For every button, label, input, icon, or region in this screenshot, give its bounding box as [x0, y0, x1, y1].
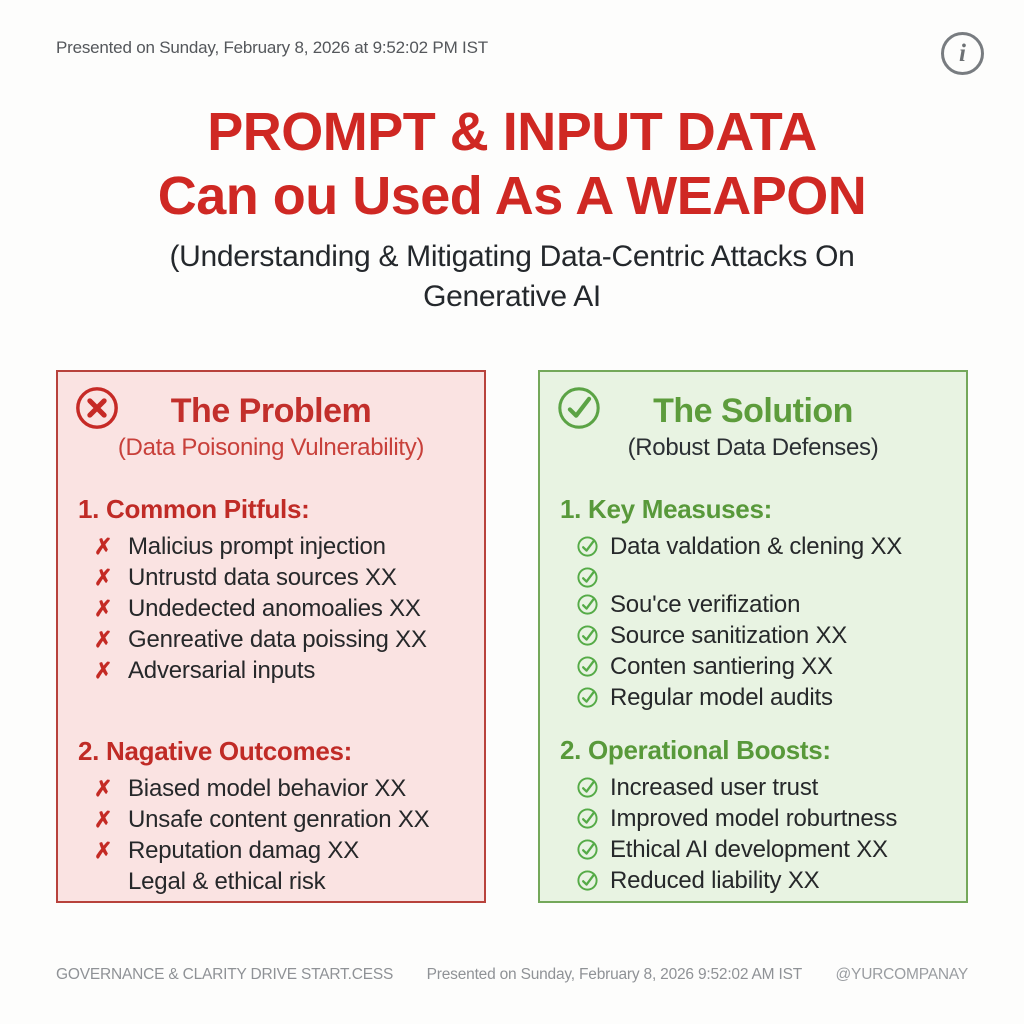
x-bullet-icon: ✗	[94, 596, 113, 621]
list-item	[78, 593, 464, 624]
check-circle-icon	[556, 385, 602, 431]
x-bullet-icon: ✗	[94, 658, 113, 683]
x-bullet-icon: ✗	[94, 776, 113, 801]
list-item-text: Reputation damag XX	[128, 837, 360, 864]
list-item-text: Legal & ethical risk	[128, 868, 326, 895]
main-title-line1: PROMPT & INPUT DATA	[207, 102, 817, 162]
check-bullet-icon	[576, 589, 602, 616]
list-item	[560, 803, 946, 834]
footer	[56, 966, 968, 984]
solution-title: The Solution	[653, 392, 853, 430]
section-item-list	[78, 531, 464, 686]
list-item	[78, 531, 464, 562]
x-circle-icon	[74, 385, 120, 431]
list-item-text: Source sanitization XX	[610, 622, 848, 649]
section-heading: 2. Operational Boosts:	[560, 735, 831, 765]
list-item	[560, 865, 946, 896]
check-bullet-icon	[576, 562, 602, 589]
list-item-text: Reduced liability XX	[610, 867, 820, 894]
main-title	[0, 100, 1024, 228]
main-subtitle	[0, 237, 1024, 317]
main-title-line2: Can ou Used As A WEAPON	[157, 166, 867, 226]
check-bullet-icon	[576, 531, 602, 558]
x-bullet-icon: ✗	[94, 807, 113, 832]
list-item-text: Malicius prompt injection	[128, 533, 386, 560]
footer-presented-note: Presented on Sunday, February 8, 2026 9:52:02 AM IST	[426, 966, 802, 983]
section-heading: 1. Key Measuses:	[560, 494, 772, 524]
list-item	[560, 834, 946, 865]
list-item	[560, 651, 946, 682]
list-item	[78, 804, 464, 835]
main-subtitle-line2: Generative AI	[423, 280, 601, 313]
list-item-text: Undedected anomoalies XX	[128, 595, 421, 622]
check-bullet-icon	[576, 620, 602, 647]
list-item	[78, 866, 464, 897]
list-item-text: Improved model roburtness	[610, 805, 898, 832]
list-item-text: Untrustd data sources XX	[128, 564, 397, 591]
list-item-text: Unsafe content genration XX	[128, 806, 430, 833]
footer-tagline: GOVERNANCE & CLARITY DRIVE START.CESS	[56, 966, 394, 983]
list-item-text: Adversarial inputs	[128, 657, 316, 684]
list-item	[560, 562, 946, 589]
list-item	[560, 682, 946, 713]
check-bullet-icon	[576, 682, 602, 709]
list-item	[560, 772, 946, 803]
problem-title: The Problem	[170, 392, 372, 430]
main-subtitle-line1: (Understanding & Mitigating Data-Centric Attacks On	[169, 240, 855, 273]
info-icon[interactable]	[941, 32, 984, 75]
list-item-text: Sou'ce verifization	[610, 591, 801, 618]
list-item	[78, 773, 464, 804]
section-heading: 2. Nagative Outcomes:	[78, 736, 353, 766]
list-item	[560, 531, 946, 562]
problem-panel	[56, 370, 486, 903]
section-item-list	[560, 772, 946, 896]
footer-handle: @YURCOMPANAY	[835, 966, 968, 983]
section-heading: 1. Common Pitfuls:	[78, 494, 310, 524]
solution-subtitle: (Robust Data Defenses)	[627, 434, 879, 461]
list-item	[560, 620, 946, 651]
list-item	[78, 624, 464, 655]
solution-panel	[538, 370, 968, 903]
list-item-text: Genreative data poissing XX	[128, 626, 427, 653]
list-item-text: Ethical AI development XX	[610, 836, 888, 863]
check-bullet-icon	[576, 834, 602, 861]
info-icon-glyph: i	[959, 39, 966, 67]
check-bullet-icon	[576, 772, 602, 799]
list-item-text: Regular model audits	[610, 684, 833, 711]
check-bullet-icon	[576, 651, 602, 678]
list-item-text: Conten santiering XX	[610, 653, 833, 680]
list-item	[560, 589, 946, 620]
section-item-list	[560, 531, 946, 713]
check-bullet-icon	[576, 803, 602, 830]
problem-subtitle: (Data Poisoning Vulnerability)	[117, 434, 425, 461]
presented-note: Presented on Sunday, February 8, 2026 at 9:52:02 PM IST	[56, 38, 488, 57]
list-item-text: Increased user trust	[610, 774, 819, 801]
x-bullet-icon: ✗	[94, 838, 113, 863]
list-item	[78, 562, 464, 593]
solution-panel-body	[560, 494, 946, 896]
list-item	[78, 835, 464, 866]
list-item	[78, 655, 464, 686]
x-bullet-icon: ✗	[94, 565, 113, 590]
problem-panel-body	[78, 494, 464, 897]
list-item-text: Data valdation & clening XX	[610, 533, 903, 560]
list-item-text: Biased model behavior XX	[128, 775, 407, 802]
x-bullet-icon: ✗	[94, 627, 113, 652]
x-bullet-icon: ✗	[94, 534, 113, 559]
check-bullet-icon	[576, 865, 602, 892]
section-item-list	[78, 773, 464, 897]
